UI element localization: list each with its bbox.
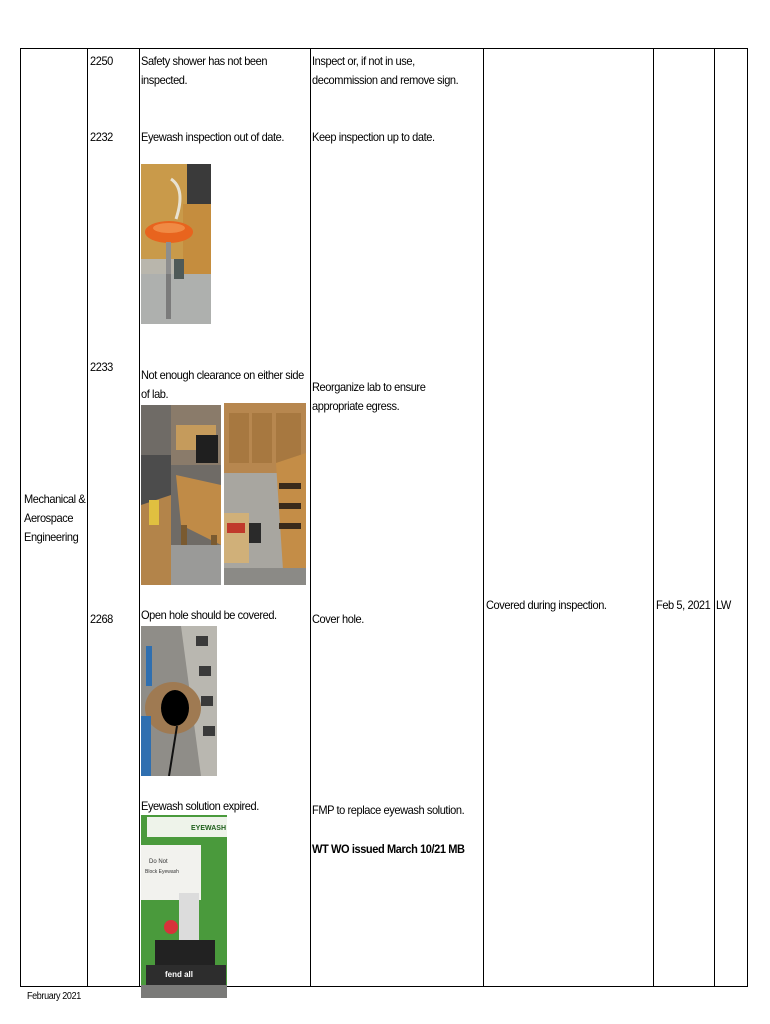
department-name: Mechanical & Aerospace Engineering — [24, 492, 86, 544]
eyewash-photo-icon — [141, 164, 211, 324]
lab-clearance-photo-icon — [141, 405, 221, 585]
issue-number: 2232 — [90, 130, 113, 144]
issue-description: Safety shower has not been inspected. — [141, 54, 268, 87]
column-divider — [310, 48, 311, 987]
expired-eyewash-photo-icon — [141, 815, 227, 998]
column-divider — [653, 48, 654, 987]
status-text: Covered during inspection. — [486, 598, 607, 612]
footer-date: February 2021 — [27, 991, 81, 1002]
column-divider — [714, 48, 715, 987]
issue-description: Eyewash inspection out of date. — [141, 130, 285, 144]
lab-clearance-photo-icon — [224, 403, 306, 585]
corrective-action: Inspect or, if not in use, decommission and remove sign. — [312, 54, 459, 87]
inspection-date: Feb 5, 2021 — [656, 598, 711, 612]
table-top-border — [20, 48, 748, 49]
table-bottom-border — [20, 986, 748, 987]
inspector-initials: LW — [716, 598, 731, 612]
floor-hole-photo-icon — [141, 626, 217, 776]
issue-number: 2233 — [90, 360, 113, 374]
svg-text:EYEWASH: EYEWASH — [191, 825, 227, 832]
work-order-note: WT WO issued March 10/21 MB — [312, 842, 465, 856]
column-divider — [139, 48, 140, 987]
svg-text:fend all: fend all — [165, 970, 194, 979]
corrective-action: Keep inspection up to date. — [312, 130, 435, 144]
corrective-action: Reorganize lab to ensure appropriate egress. — [312, 380, 426, 413]
issue-number: 2250 — [90, 54, 113, 68]
corrective-action: Cover hole. — [312, 612, 364, 626]
column-divider — [87, 48, 88, 987]
table-right-border — [747, 48, 748, 987]
issue-description: Open hole should be covered. — [141, 608, 277, 622]
corrective-action: FMP to replace eyewash solution. — [312, 803, 465, 817]
column-divider — [483, 48, 484, 987]
issue-description: Not enough clearance on either side of lab. — [141, 368, 304, 401]
issue-description: Eyewash solution expired. — [141, 799, 259, 813]
svg-text:Do Not: Do Not — [149, 859, 168, 865]
table-left-border — [20, 48, 21, 987]
svg-text:Block Eyewash: Block Eyewash — [145, 869, 179, 875]
issue-number: 2268 — [90, 612, 113, 626]
